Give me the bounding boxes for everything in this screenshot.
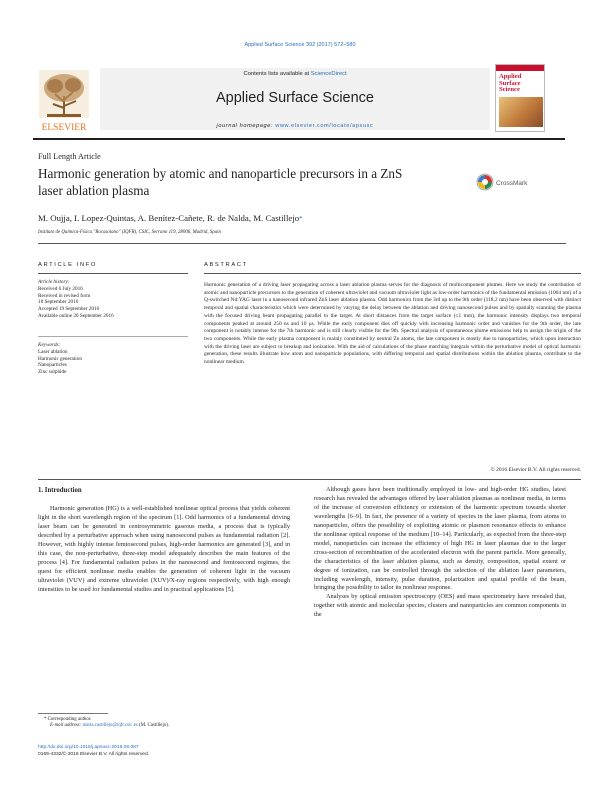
corresponding-author-mark[interactable]: * (299, 215, 303, 223)
contents-prefix: Contents lists available at (243, 71, 310, 77)
elsevier-tree-icon (33, 68, 95, 134)
keyword-item: Laser ablation (38, 348, 68, 355)
affiliation-divider (38, 243, 566, 244)
history-item: 18 September 2016 (38, 299, 79, 306)
history-item: Accepted 19 September 2016 (38, 306, 100, 313)
homepage-label: journal homepage: (216, 123, 274, 129)
crossmark-label: CrossMark (496, 180, 528, 187)
body-column-right (314, 486, 566, 620)
abstract-heading: ABSTRACT (204, 262, 248, 268)
keywords-label: Keywords: (38, 342, 61, 348)
issn-line: 0169-4332/© 2016 Elsevier B.V. All rights reserved. (38, 752, 150, 758)
abstract-copyright: © 2016 Elsevier B.V. All rights reserved. (490, 467, 581, 473)
journal-homepage (100, 123, 490, 129)
keyword-item: Harmonic generation (38, 355, 82, 362)
body-paragraph: Analyses by optical emission spectroscopy (OES) and mass spectrometry have revealed that, together with atomic and molecular species, clusters and nanoparticles are common components in the (314, 593, 566, 619)
abstract-divider (204, 273, 581, 274)
email-link[interactable]: marta.castillejo@iqfr.csic.es (82, 723, 138, 729)
abstract-bottom-divider (38, 479, 581, 480)
elsevier-logo (33, 68, 95, 134)
history-item: Received 6 July 2016 (38, 285, 83, 292)
doi-link[interactable]: http://dx.doi.org/10.1016/j.apsusc.2016.09.087 (38, 745, 139, 750)
authors-text: M. Oujja, I. Lopez-Quintas, A. Benítez-Cañete, R. de Nalda, M. Castillejo (38, 213, 300, 223)
history-label: Article history: (38, 279, 70, 285)
article-history (38, 279, 188, 320)
keyword-item: Zinc sulphide (38, 369, 67, 376)
elsevier-wordmark: ELSEVIER (41, 123, 87, 133)
header-divider (33, 138, 565, 140)
homepage-link[interactable]: www.elsevier.com/locate/apsusc (275, 123, 374, 129)
body-column-left (38, 505, 290, 595)
article-info-divider (38, 273, 188, 274)
article-info-heading: ARTICLE INFO (38, 262, 98, 268)
abstract-text: Harmonic generation of a driving laser propagating across a laser ablation plasma serves for the diagnosis of multicomponent plumes. Here we study the contribution of atomic and nanoparticle precursors to the generation of coherent ultraviolet and vacuum ultraviolet light as low-order harmonics of the fundamental emission (1064 nm) of a Q-switched Nd:YAG laser in a nanosecond infrared ZnS laser ablation plasma. Odd harmonics from the 3rd up to the 9th order (118.2 nm) have been observed with distinct temporal and spatial characteristics which were determined by varying the delay between the ablation and driving nanosecond pulses and by spatially scanning the plasma with the focused driving beam propagating parallel to the target. At short distances from the target surface (≤1 mm), the harmonic intensity displays two temporal components peaked at around 250 ns and 10 μs. While the early component dies off quickly with increasing harmonic order and vanishes for the 9th order, the late component is notably intense for the 7th harmonic and is still clearly visible for the 9th. Spectral analysis of spontaneous plume emissions help to assign the origin of the two components. While the early plasma component is mainly constituted by neutral Zn atoms, the late component is mostly due to nanoparticles, which upon interaction with the driving laser are subject to breakup and ionization. With the aid of calculations of the phase matching integrals within the perturbative model of optical harmonic generation, these results illustrate how atom and nanoparticle populations, with differing temporal and spatial distributions within the ablation plasma, contribute to the nonlinear medium. (204, 282, 581, 366)
body-paragraph: Harmonic generation (HG) is a well-established nonlinear optical process that yields coherent light in the short wavelength region of the spectrum [1]. Odd harmonics of a fundamental driving laser beam can be generated in centrosymmetric gaseous media, a process that is typically described by a perturbative approach when using nanosecond pulses as fundamental radiation [2]. However, with highly intense femtosecond pulses, high-order harmonics are generated [3], and in this case, the non-perturbative, three-step model adequately describes the main features of the process [4]. For fundamental radiation pulses in the nanosecond and femtosecond regimes, the quest for efficient nonlinear media enables the generation of coherent light in the vacuum ultraviolet (VUV) and extreme ultraviolet (XUV)/X-ray regions respectively, with high enough intensities to be used for fundamental studies and in practical applications [5]. (38, 505, 290, 593)
cover-band (496, 65, 545, 71)
article-title (38, 166, 458, 199)
crossmark-icon (476, 172, 536, 192)
keywords (38, 342, 188, 376)
cover-image (499, 97, 543, 127)
history-item: Available online 20 September 2016 (38, 312, 114, 319)
body-paragraph: Although gases have been traditionally employed in low- and high-order HG studies, latest research has revealed the advantages offered by laser ablation plasmas as nonlinear media, in terms of the increase of conversion efficiency or extension of the harmonic spectrum towards shorter wavelengths [6–9]. In fact, the presence of a variety of species in the laser plasma, from atoms to nanoparticles, offers the possibility of exploiting atomic or plasmon resonance effects to enhance the nonlinear optical response of the medium [10–14]. Particularly, as expected from the three-step model, nanoparticles can increase the efficiency of high HG in laser plasmas due to the larger cross-section of recombination of the accelerated electron with the parent particle. More generally, the characteristics of the laser ablation plasma, such as density, composition, spatial extent or degree of ionization, can be controlled through the selection of the ablation laser parameters, including wavelength, intensity, pulse duration, polarization and spatial profile of the beam, bringing the possibility to tailor its nonlinear response. (314, 486, 566, 592)
footnote-divider (38, 713, 108, 714)
sciencedirect-link[interactable]: ScienceDirect (310, 71, 347, 77)
email-label: E-mail address: (50, 723, 82, 729)
contents-line (100, 71, 490, 77)
footnote (38, 717, 169, 730)
cover-title: Applied Surface Science (499, 73, 522, 94)
crossmark-badge[interactable] (476, 172, 536, 192)
introduction-heading: 1. Introduction (38, 487, 82, 494)
author-list (38, 213, 303, 223)
history-item: Received in revised form (38, 292, 91, 299)
article-type: Full Length Article (38, 152, 101, 161)
affiliation: Instituto de Química-Física "Rocasolano" (IQFR), CSIC, Serrano 119, 28006, Madrid, Spain (38, 230, 221, 235)
corresponding-author-note: * Corresponding author. (44, 717, 92, 722)
keywords-divider (38, 336, 188, 337)
doi-block (38, 744, 149, 758)
article-title-line-1: Harmonic generation by atomic and nanoparticle precursors in a ZnS (38, 166, 403, 181)
email-suffix: (M. Castillejo). (139, 723, 170, 729)
journal-reference[interactable]: Applied Surface Science 392 (2017) 572–580 (244, 42, 356, 48)
article-title-line-2: laser ablation plasma (38, 182, 150, 198)
journal-title: Applied Surface Science (216, 90, 374, 106)
journal-cover (495, 64, 545, 132)
keyword-item: Nanoparticles (38, 362, 67, 369)
